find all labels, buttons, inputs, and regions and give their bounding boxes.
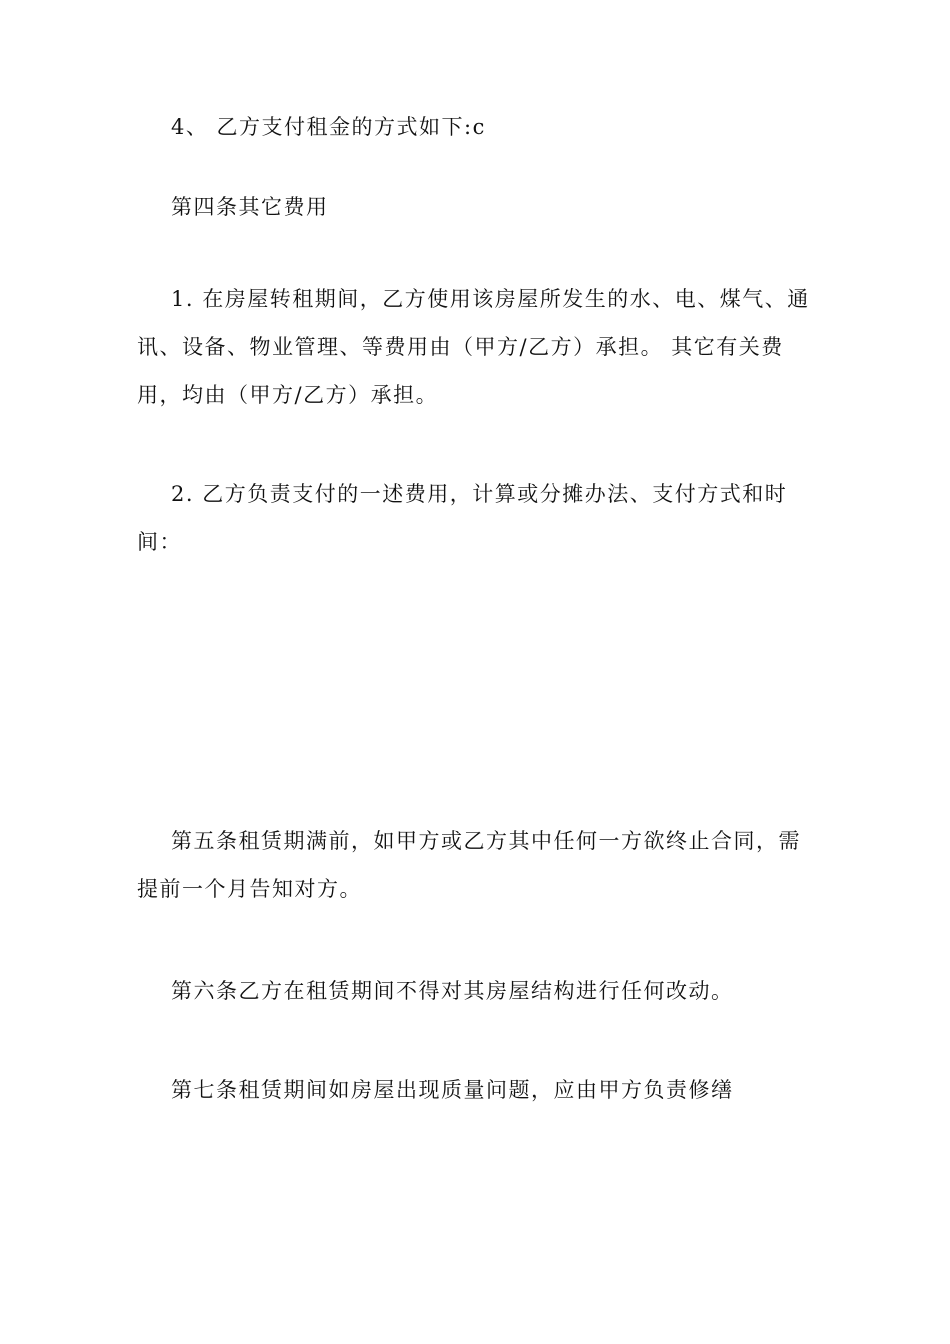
clause-line: 2. 乙方负责支付的一述费用，计算或分摊办法、支付方式和时 bbox=[171, 482, 788, 506]
other-fees-clause-2 bbox=[137, 470, 827, 566]
clause-line: 第五条租赁期满前，如甲方或乙方其中任何一方欲终止合同，需 bbox=[171, 829, 801, 853]
article-seven: 第七条租赁期间如房屋出现质量问题，应由甲方负责修缮 bbox=[171, 1078, 734, 1102]
payment-method-clause: 4、 乙方支付租金的方式如下:c bbox=[171, 115, 486, 139]
article-six: 第六条乙方在租赁期间不得对其房屋结构进行任何改动。 bbox=[171, 979, 734, 1003]
clause-line: 1. 在房屋转租期间，乙方使用该房屋所发生的水、电、煤气、通 bbox=[171, 287, 810, 311]
clause-line: 间： bbox=[137, 530, 182, 554]
other-fees-clause-1 bbox=[137, 275, 827, 419]
clause-line: 讯、设备、物业管理、等费用由（甲方/乙方）承担。 其它有关费 bbox=[137, 335, 784, 359]
clause-line: 提前一个月告知对方。 bbox=[137, 877, 362, 901]
clause-line: 用，均由（甲方/乙方）承担。 bbox=[137, 383, 439, 407]
article-five bbox=[137, 817, 827, 913]
article-four-heading: 第四条其它费用 bbox=[171, 195, 329, 219]
